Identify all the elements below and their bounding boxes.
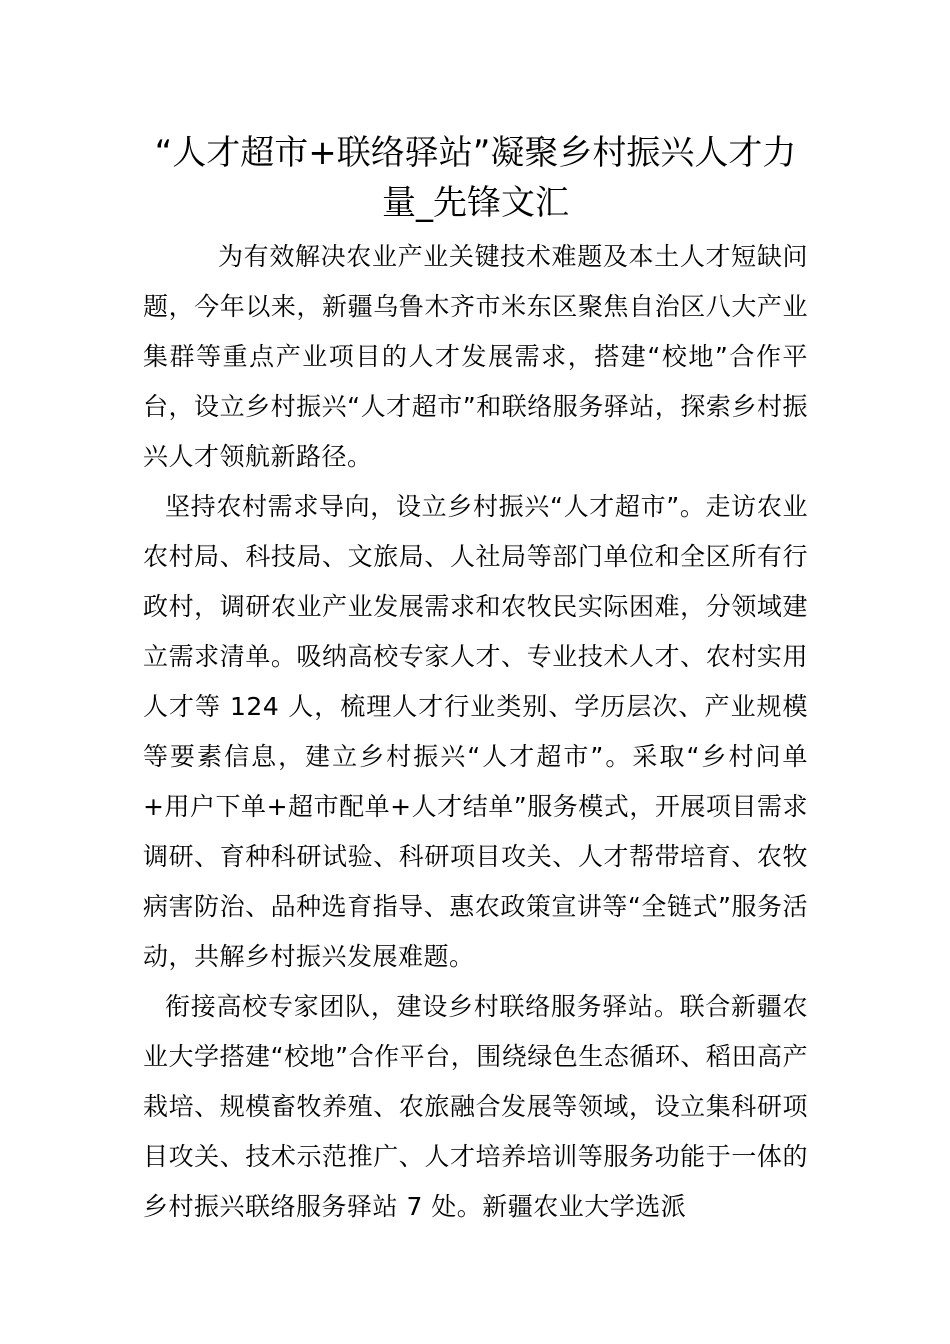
document-body [143,232,808,1232]
paragraph-talent-market: 坚持农村需求导向，设立乡村振兴“人才超市”。走访农业农村局、科技局、文旅局、人社局等部门单位和全区所有行政村，调研农业产业发展需求和农牧民实际困难，分领域建立需求清单。吸纳高校专家人才、专业技术人才、农村实用人才等 124 人，梳理人才行业类别、学历层次、产业规模等要素信息，建立乡村振兴“人才超市”。采取“乡村问单+用户下单+超市配单+人才结单”服务模式，开展项目需求调研、育种科研试验、科研项目攻关、人才帮带培育、农牧病害防治、品种选育指导、惠农政策宣讲等“全链式”服务活动，共解乡村振兴发展难题。 [143,492,808,971]
paragraph-intro: 为有效解决农业产业关键技术难题及本土人才短缺问题，今年以来，新疆乌鲁木齐市米东区聚焦自治区八大产业集群等重点产业项目的人才发展需求，搭建“校地”合作平台，设立乡村振兴“人才超市”和联络服务驿站，探索乡村振兴人才领航新路径。 [143,242,808,471]
paragraph-liaison-station: 衔接高校专家团队，建设乡村联络服务驿站。联合新疆农业大学搭建“校地”合作平台，围绕绿色生态循环、稻田高产栽培、规模畜牧养殖、农旅融合发展等领域，设立集科研项目攻关、技术示范推广、人才培养培训等服务功能于一体的乡村振兴联络服务驿站 7 处。新疆农业大学选派 [143,992,808,1221]
document-title: “人才超市+联络驿站”凝聚乡村振兴人才力量_先锋文汇 [154,133,797,223]
document-page [143,128,808,1232]
